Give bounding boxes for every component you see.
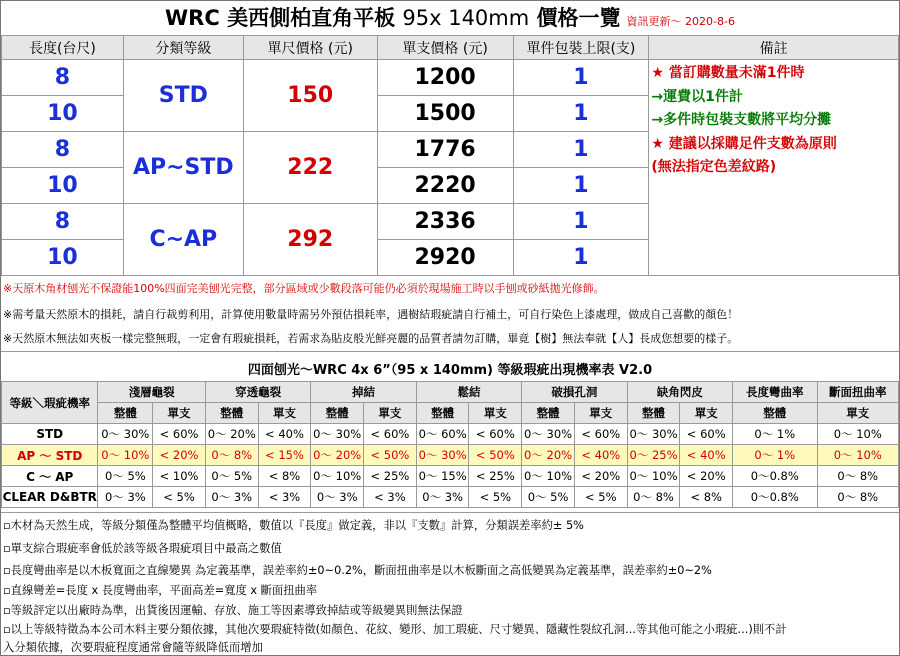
defect-grade-cell: CLEAR D&BTR <box>2 487 98 508</box>
footnote: ▫單支綜合瑕疵率會低於該等級各瑕疵項目中最高之數值 <box>3 542 282 555</box>
page-title <box>1 1 899 35</box>
defect-value-cell: 0～ 5% <box>205 466 258 487</box>
defect-value-cell: 0～ 8% <box>817 466 899 487</box>
defect-value-cell: 0～ 8% <box>627 487 680 508</box>
defect-grade-cell: C ～ AP <box>2 466 98 487</box>
defect-value-cell: 0～ 15% <box>416 466 469 487</box>
defect-value-cell: < 60% <box>680 424 733 445</box>
subheader-single: 單支 <box>153 403 206 424</box>
defect-value-cell: 0～ 30% <box>522 424 575 445</box>
length-cell: 8 <box>2 132 124 168</box>
defect-value-cell: 0～ 10% <box>311 466 364 487</box>
defect-table-title: 四面刨光～WRC 4x 6”（95 x 140mm) 等級瑕疵出現機率表 V2.0 <box>247 363 653 378</box>
defect-value-cell: < 50% <box>469 445 522 466</box>
defect-table <box>1 381 899 508</box>
remarks-cell <box>649 60 899 276</box>
grade-cell: STD <box>123 60 243 132</box>
defect-value-cell: < 25% <box>469 466 522 487</box>
defect-value-cell: 0～ 1% <box>733 424 817 445</box>
defect-category-row <box>2 382 899 403</box>
defect-grade-cell: AP ～ STD <box>2 445 98 466</box>
subheader-single: 單支 <box>364 403 417 424</box>
defect-value-cell: < 5% <box>153 487 206 508</box>
subheader-single: 單支 <box>574 403 627 424</box>
category-header: 長度彎曲率 <box>733 382 817 403</box>
defect-row <box>2 424 899 445</box>
defect-value-cell: 0～ 3% <box>98 487 153 508</box>
defect-value-cell: < 40% <box>258 424 311 445</box>
pack-limit-cell: 1 <box>513 168 649 204</box>
defect-value-cell: < 20% <box>680 466 733 487</box>
defect-value-cell: 0～ 30% <box>311 424 364 445</box>
pack-limit-cell: 1 <box>513 240 649 276</box>
defect-value-cell: < 15% <box>258 445 311 466</box>
defect-value-cell: < 5% <box>574 487 627 508</box>
footnote: ▫木材為天然生成，等級分類僅為整體平均值概略，數值以『長度』做定義，非以『支數』計算，分類誤差率約± 5% <box>3 519 584 532</box>
footnote: 入分類依據，次要瑕疵程度通常會隨等級降低而增加 <box>3 641 263 654</box>
defect-value-cell: 0～ 10% <box>817 424 899 445</box>
pack-limit-cell: 1 <box>513 204 649 240</box>
defect-value-cell: < 8% <box>258 466 311 487</box>
header-unit-price: 單尺價格 (元) <box>243 36 377 60</box>
subheader-single: 單支 <box>680 403 733 424</box>
defect-value-cell: 0～ 3% <box>311 487 364 508</box>
defect-value-cell: 0～ 5% <box>522 487 575 508</box>
pack-limit-cell: 1 <box>513 96 649 132</box>
title-main: WRC 美西側柏直角平板 <box>165 6 396 30</box>
defect-value-cell: 0～0.8% <box>733 487 817 508</box>
defect-value-cell: < 3% <box>364 487 417 508</box>
defect-rows <box>2 424 899 508</box>
defect-value-cell: 0～ 10% <box>627 466 680 487</box>
header-pack-limit: 單件包裝上限(支) <box>513 36 649 60</box>
footnote: ▫等級評定以出廠時為準，出貨後因運輸、存放、施工等因素導致掉結或等級變異則無法保證 <box>3 604 463 617</box>
length-cell: 10 <box>2 96 124 132</box>
defect-row <box>2 445 899 466</box>
remark-line: →運費以1件計 <box>651 88 743 105</box>
title-size: 95x 140mm <box>402 6 530 30</box>
defect-value-cell: 0～ 20% <box>311 445 364 466</box>
defect-value-cell: < 5% <box>469 487 522 508</box>
remark-line: ★ 當訂購數量未滿1件時 <box>651 65 805 81</box>
defect-row <box>2 487 899 508</box>
category-header: 破損孔洞 <box>522 382 627 403</box>
remark-line: (無法指定色差紋路) <box>651 159 777 175</box>
header-piece-price: 單支價格 (元) <box>377 36 513 60</box>
warning-text: ※天原木角材刨光不保證能100%四面完美刨光完整，部分區域或少數段落可能仍必須於現場施工時以手刨或砂紙拋光修飾。 <box>3 282 605 295</box>
divider <box>1 512 899 513</box>
defect-value-cell: < 60% <box>469 424 522 445</box>
piece-price-cell: 2920 <box>377 240 513 276</box>
subheader-overall: 整體 <box>416 403 469 424</box>
update-date: 資訊更新～ 2020-8-6 <box>626 15 735 28</box>
subheader-overall: 整體 <box>98 403 153 424</box>
subheader-overall: 整體 <box>733 403 817 424</box>
defect-value-cell: 0～ 30% <box>98 424 153 445</box>
defect-value-cell: 0～ 20% <box>205 424 258 445</box>
length-cell: 8 <box>2 60 124 96</box>
defect-value-cell: 0～ 10% <box>817 445 899 466</box>
defect-value-cell: < 25% <box>364 466 417 487</box>
defect-value-cell: 0～ 10% <box>522 466 575 487</box>
warning-text: ※需考量天然原木的損耗，請自行裁剪利用，計算使用數量時需另外預估損耗率，遇樹結瑕疵請自行補土，可自行染色上漆處理，做成自己喜歡的顏色！ <box>3 308 739 321</box>
defect-grade-cell: STD <box>2 424 98 445</box>
defect-value-cell: 0～0.8% <box>733 466 817 487</box>
header-length: 長度(台尺) <box>2 36 124 60</box>
subheader-overall: 整體 <box>205 403 258 424</box>
length-cell: 8 <box>2 204 124 240</box>
price-row <box>2 60 899 96</box>
footnote: ▫以上等級特徵為本公司木料主要分類依據，其他次要瑕疵特徵(如顏色、花紋、變形、加工瑕疵、尺寸變異、隱藏性裂紋孔洞...等其他可能之小瑕疵...)則不計 <box>3 623 787 636</box>
category-header: 穿透龜裂 <box>205 382 310 403</box>
defect-subheader-row <box>2 403 899 424</box>
defect-value-cell: < 10% <box>153 466 206 487</box>
category-header: 鬆結 <box>416 382 521 403</box>
remark-line: →多件時包裝支數將平均分攤 <box>651 112 832 128</box>
defect-row <box>2 466 899 487</box>
defect-value-cell: < 20% <box>574 466 627 487</box>
piece-price-cell: 2336 <box>377 204 513 240</box>
length-cell: 10 <box>2 240 124 276</box>
defect-value-cell: < 3% <box>258 487 311 508</box>
subheader-single: 單支 <box>817 403 899 424</box>
defect-value-cell: 0～ 3% <box>205 487 258 508</box>
subheader-overall: 整體 <box>627 403 680 424</box>
footnote: ▫長度彎曲率是以木板寬面之直線變異 為定義基準，誤差率約±0~0.2%，斷面扭曲率是以木板斷面之高低變異為定義基準，誤差率約±0~2% <box>3 564 712 577</box>
defect-value-cell: 0～ 5% <box>98 466 153 487</box>
footnote: ▫直線彎差=長度 x 長度彎曲率，平面高差=寬度 x 斷面扭曲率 <box>3 584 318 597</box>
pack-limit-cell: 1 <box>513 132 649 168</box>
defect-value-cell: 0～ 30% <box>627 424 680 445</box>
defect-value-cell: 0～ 60% <box>416 424 469 445</box>
grade-cell: C~AP <box>123 204 243 276</box>
category-header: 淺層龜裂 <box>98 382 205 403</box>
length-cell: 10 <box>2 168 124 204</box>
pack-limit-cell: 1 <box>513 60 649 96</box>
piece-price-cell: 1200 <box>377 60 513 96</box>
defect-value-cell: 0～ 10% <box>98 445 153 466</box>
warning-text: ※天然原木無法如夾板一樣完整無瑕，一定會有瑕疵損耗，若需求為貼皮般光鮮亮麗的品質者請勿訂購，畢竟【樹】無法奉就【人】長成您想要的樣子。 <box>3 332 739 345</box>
category-header: 斷面扭曲率 <box>817 382 899 403</box>
subheader-single: 單支 <box>258 403 311 424</box>
defect-value-cell: < 60% <box>574 424 627 445</box>
category-header: 掉結 <box>311 382 416 403</box>
unit-price-cell: 150 <box>243 60 377 132</box>
grade-cell: AP~STD <box>123 132 243 204</box>
subheader-overall: 整體 <box>311 403 364 424</box>
corner-header: 等級＼瑕疵機率 <box>2 382 98 424</box>
divider <box>1 351 899 352</box>
defect-value-cell: 0～ 30% <box>416 445 469 466</box>
subheader-overall: 整體 <box>522 403 575 424</box>
unit-price-cell: 222 <box>243 132 377 204</box>
subheader-single: 單支 <box>469 403 522 424</box>
defect-value-cell: < 20% <box>153 445 206 466</box>
defect-value-cell: 0～ 3% <box>416 487 469 508</box>
title-suffix: 價格一覽 <box>536 6 621 30</box>
defect-value-cell: 0～ 1% <box>733 445 817 466</box>
piece-price-cell: 2220 <box>377 168 513 204</box>
defect-value-cell: < 60% <box>153 424 206 445</box>
defect-value-cell: < 50% <box>364 445 417 466</box>
piece-price-cell: 1500 <box>377 96 513 132</box>
defect-value-cell: 0～ 25% <box>627 445 680 466</box>
header-grade: 分類等級 <box>123 36 243 60</box>
price-table <box>1 35 899 276</box>
defect-value-cell: < 8% <box>680 487 733 508</box>
price-header-row <box>2 36 899 60</box>
header-remarks: 備註 <box>649 36 899 60</box>
defect-value-cell: < 60% <box>364 424 417 445</box>
category-header: 缺角閃皮 <box>627 382 732 403</box>
defect-value-cell: < 40% <box>680 445 733 466</box>
defect-value-cell: 0～ 20% <box>522 445 575 466</box>
unit-price-cell: 292 <box>243 204 377 276</box>
defect-value-cell: 0～ 8% <box>817 487 899 508</box>
defect-value-cell: 0～ 8% <box>205 445 258 466</box>
piece-price-cell: 1776 <box>377 132 513 168</box>
defect-value-cell: < 40% <box>574 445 627 466</box>
remark-line: ★ 建議以採購足件支數為原則 <box>651 135 837 152</box>
